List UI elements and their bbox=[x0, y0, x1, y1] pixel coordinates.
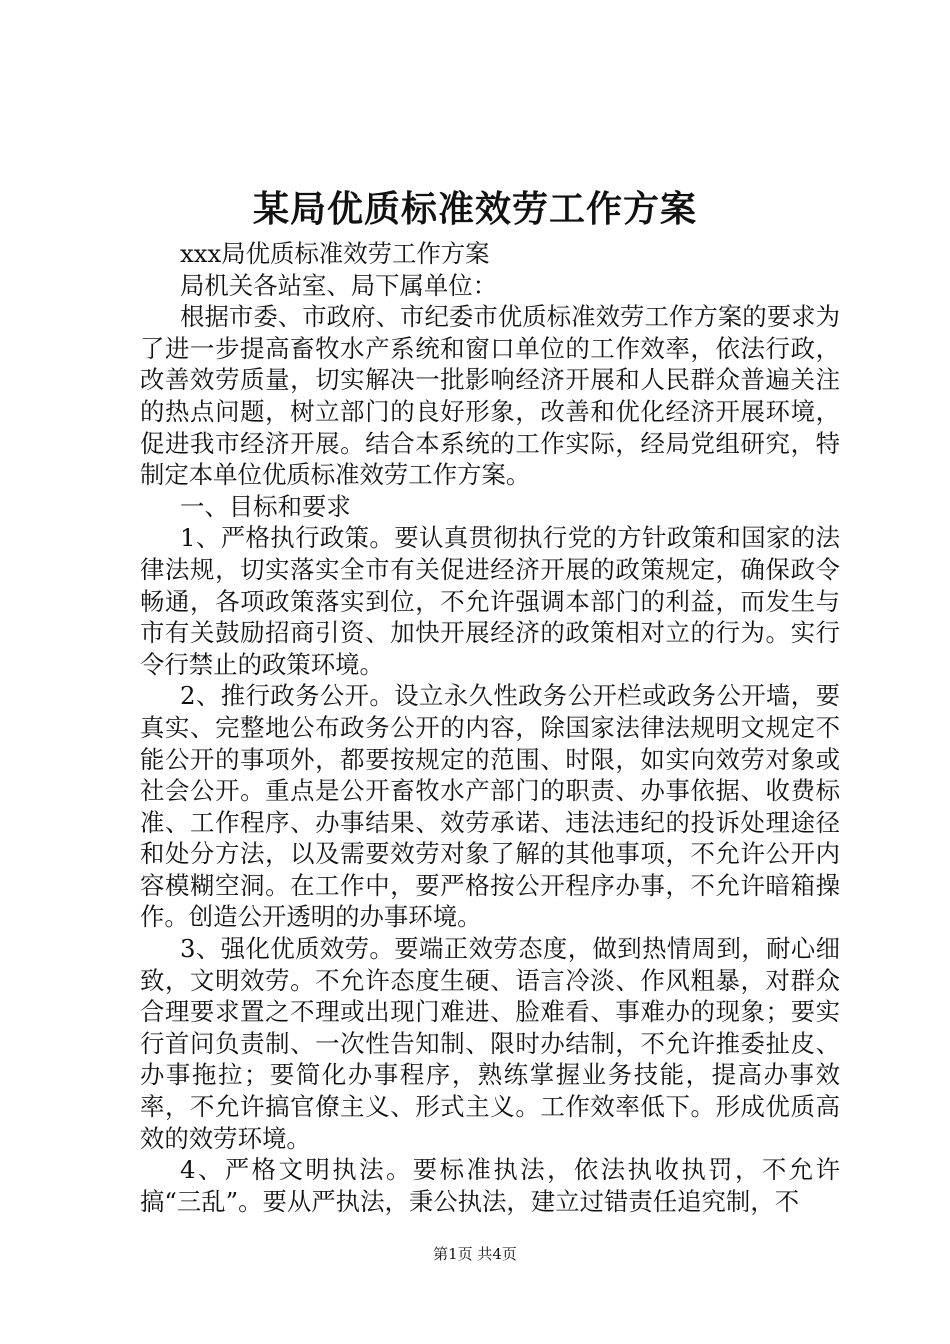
addressee-paragraph: 局机关各站室、局下属单位： bbox=[180, 270, 498, 300]
item-paragraph-3: 3、强化优质效劳。要端正效劳态度，做到热情周到，耐心细致，文明效劳。不允许态度生硬、语言冷淡、作风粗暴，对群众合理要求置之不理或出现门难进、脸难看、事难办的现象；要实行首问负责制、一次性告知制、限时办结制，不允许推委扯皮、办事拖拉；要简化办事程序，熟练掌握业务技能，提高办事效率，不允许搞官僚主义、形式主义。工作效率低下。形成优质高效的效劳环境。 bbox=[140, 934, 840, 1153]
item-paragraph-4: 4、严格文明执法。要标准执法，依法执收执罚，不允许搞“三乱”。要从严执法，秉公执法，建立过错责任追究制，不 bbox=[140, 1155, 840, 1216]
section-heading: 一、目标和要求 bbox=[180, 491, 351, 521]
document-body bbox=[140, 238, 840, 1217]
item-paragraph-2: 2、推行政务公开。设立永久性政务公开栏或政务公开墙，要真实、完整地公布政务公开的内容，除国家法律法规明文规定不能公开的事项外，都要按规定的范围、时限，如实向效劳对象或社会公开。重点是公开畜牧水产部门的职责、办事依据、收费标准、工作程序、办事结果、效劳承诺、违法违纪的投诉处理途径和处分方法，以及需要效劳对象了解的其他事项，不允许公开内容模糊空洞。在工作中，要严格按公开程序办事，不允许暗箱操作。创造公开透明的办事环境。 bbox=[140, 681, 840, 932]
subtitle-paragraph: xxx局优质标准效劳工作方案 bbox=[180, 239, 490, 268]
intro-paragraph: 根据市委、市政府、市纪委市优质标准效劳工作方案的要求为了进一步提高畜牧水产系统和窗口单位的工作效率，依法行政，改善效劳质量，切实解决一批影响经济开展和人民群众普遍关注的热点问题，树立部门的良好形象，改善和优化经济开展环境，促进我市经济开展。结合本系统的工作实际，经局党组研究，特制定本单位优质标准效劳工作方案。 bbox=[140, 302, 840, 490]
page-number: 第1页 共4页 bbox=[433, 1245, 517, 1263]
item-paragraph-1: 1、严格执行政策。要认真贯彻执行党的方针政策和国家的法律法规，切实落实全市有关促进经济开展的政策规定，确保政令畅通，各项政策落实到位，不允许强调本部门的利益，而发生与市有关鼓励招商引资、加快开展经济的政策相对立的行为。实行令行禁止的政策环境。 bbox=[140, 523, 840, 679]
document-title: 某局优质标准效劳工作方案 bbox=[252, 188, 697, 230]
